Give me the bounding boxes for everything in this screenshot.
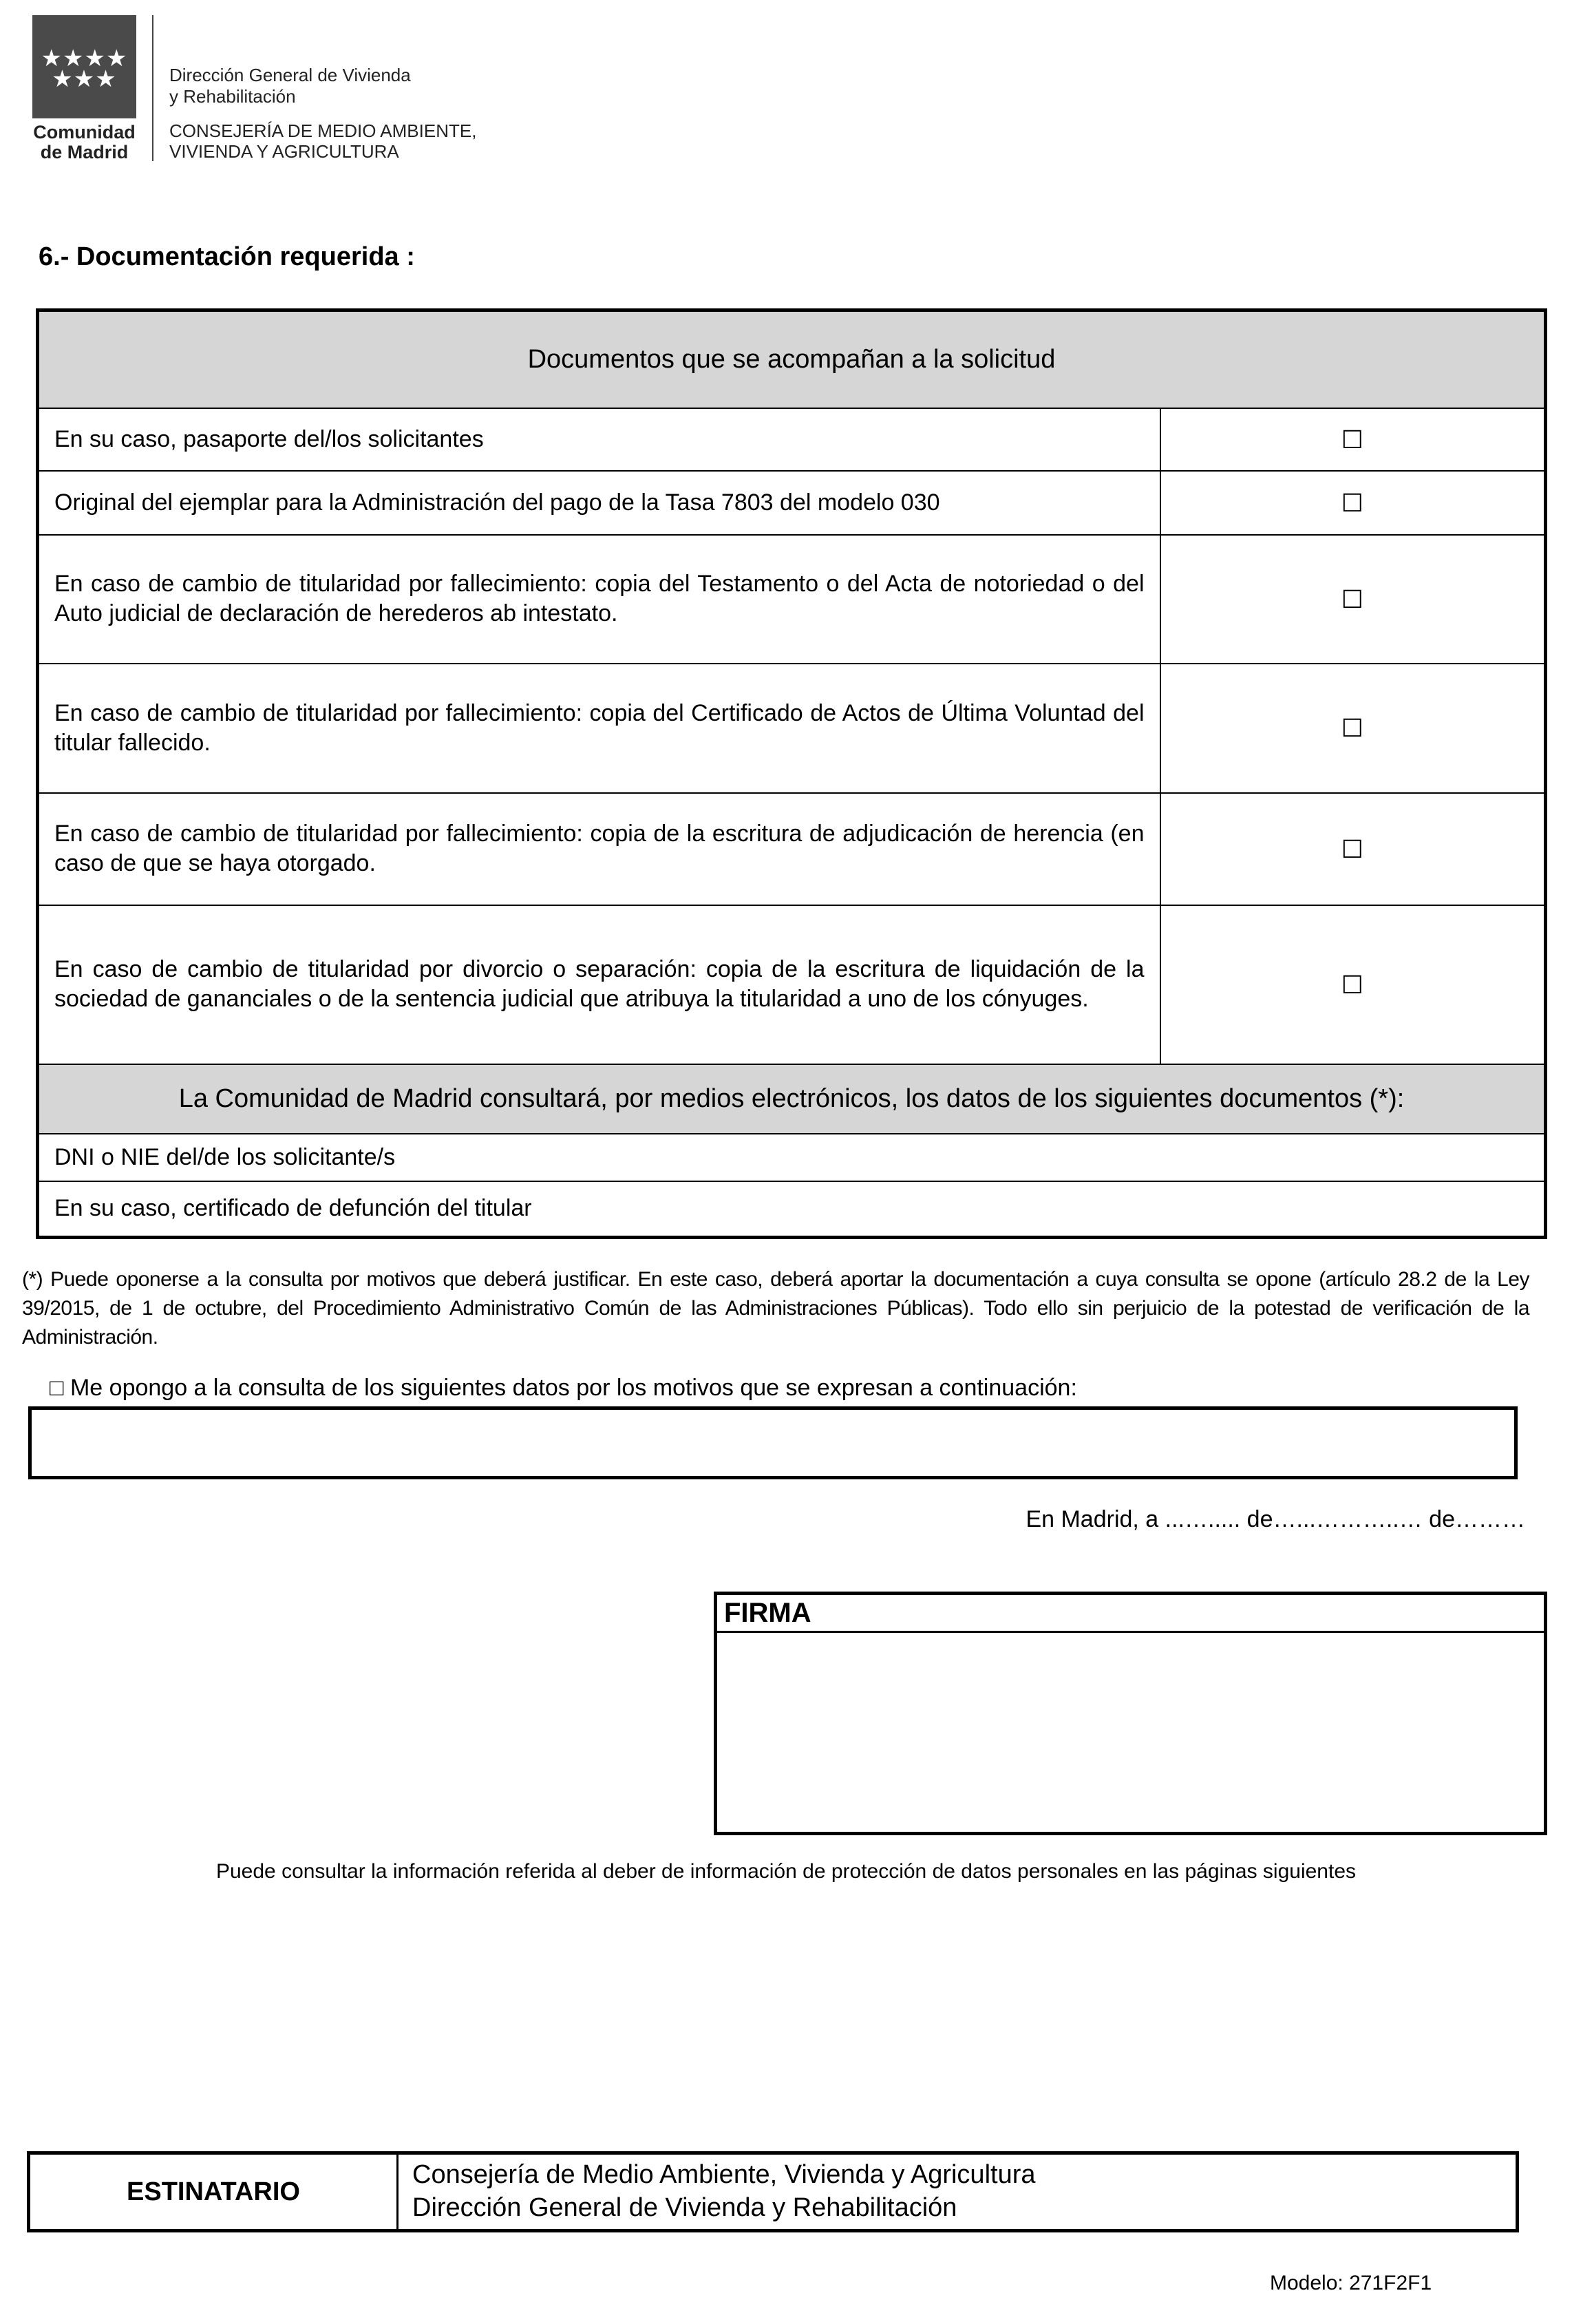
table-row [38, 664, 1546, 793]
directorate-line: Dirección General de Vivienda [169, 65, 411, 85]
recipient-divider [396, 2155, 399, 2229]
recipient-line: Dirección General de Vivienda y Rehabilitación [412, 2193, 957, 2222]
document-label: Original del ejemplar para la Administración del pago de la Tasa 7803 del modelo 030 [38, 471, 1160, 535]
header-divider [152, 15, 153, 161]
section-title: 6.- Documentación requerida : [39, 242, 415, 271]
table-row [38, 408, 1546, 471]
recipient-label: ESTINATARIO [127, 2177, 300, 2206]
table-row [38, 905, 1546, 1064]
document-checkbox[interactable]: ☐ [1160, 664, 1546, 793]
document-label: En su caso, pasaporte del/los solicitantes [38, 408, 1160, 471]
model-code: Modelo: 271F2F1 [1270, 2272, 1432, 2294]
signature-box[interactable] [714, 1592, 1547, 1835]
signature-divider [717, 1631, 1544, 1633]
recipient-line: Consejería de Medio Ambiente, Vivienda y Agricultura [412, 2160, 1036, 2189]
logo-text-line: de Madrid [40, 142, 129, 162]
ministry-line: VIVIENDA Y AGRICULTURA [169, 141, 399, 162]
document-label: En caso de cambio de titularidad por fallecimiento: copia del Testamento o del Acta de notoriedad o del Auto judicial de declaración de herederos ab intestato. [38, 535, 1160, 664]
document-label: En caso de cambio de titularidad por fallecimiento: copia del Certificado de Actos de Última Voluntad del titular fallecido. [38, 664, 1160, 793]
document-checkbox[interactable]: ☐ [1160, 535, 1546, 664]
footnote: (*) Puede oponerse a la consulta por motivos que deberá justificar. En este caso, deberá aportar la documentación a cuya consulta se opone (artículo 28.2 de la Ley 39/2015, de 1 de octubre, del Procedimiento Administrativo Común de las Administraciones Públicas). Todo ello sin perjuicio de la potestad de verificación de la Administración. [22, 1268, 1529, 1349]
document-label: En caso de cambio de titularidad por divorcio o separación: copia de la escritura de liquidación de la sociedad de gananciales o de la sentencia judicial que atribuya la titularidad a uno de los cónyuges. [38, 905, 1160, 1064]
document-checkbox[interactable]: ☐ [1160, 793, 1546, 905]
consult-header: La Comunidad de Madrid consultará, por medios electrónicos, los datos de los siguientes documentos (*): [38, 1064, 1546, 1134]
table-row [38, 535, 1546, 664]
oppose-reasons-field[interactable] [28, 1406, 1518, 1479]
logo-text-line: Comunidad [33, 122, 136, 142]
recipient-box [27, 2151, 1519, 2232]
consult-document: En su caso, certificado de defunción del titular [38, 1181, 1546, 1238]
privacy-note: Puede consultar la información referida al deber de información de protección de datos personales en las páginas siguientes [215, 1860, 1357, 1883]
documents-table [36, 308, 1547, 1239]
ministry-line: CONSEJERÍA DE MEDIO AMBIENTE, [169, 120, 477, 141]
logo-stars-icon: ★★★★ ★★★ [41, 45, 128, 92]
logo-text [28, 123, 141, 162]
signature-label: FIRMA [724, 1598, 811, 1628]
document-checkbox[interactable]: ☐ [1160, 471, 1546, 535]
table-row [38, 793, 1546, 905]
table-row [38, 1181, 1546, 1238]
consult-document: DNI o NIE del/de los solicitante/s [38, 1134, 1546, 1181]
document-label: En caso de cambio de titularidad por fallecimiento: copia de la escritura de adjudicación de herencia (en caso de que se haya otorgado. [38, 793, 1160, 905]
table-row [38, 1134, 1546, 1181]
oppose-checkbox[interactable]: □ Me opongo a la consulta de los siguientes datos por los motivos que se expresan a continuación: [50, 1375, 1077, 1401]
directorate-line: y Rehabilitación [169, 86, 296, 107]
document-checkbox[interactable]: ☐ [1160, 905, 1546, 1064]
table-row [38, 471, 1546, 535]
document-checkbox[interactable]: ☐ [1160, 408, 1546, 471]
date-line: En Madrid, a ...…..... de…...………..… de……… [1026, 1506, 1525, 1532]
documents-table-header: Documentos que se acompañan a la solicitud [38, 310, 1546, 408]
